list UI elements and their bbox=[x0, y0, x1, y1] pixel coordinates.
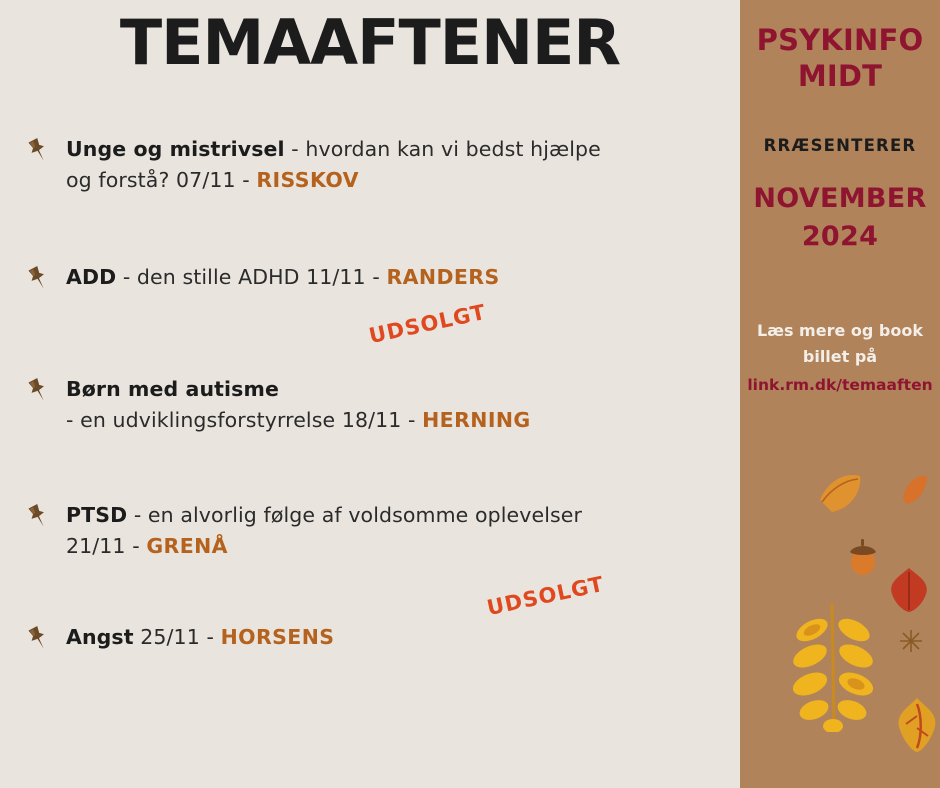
event-title: PTSD bbox=[66, 503, 128, 527]
brand-line-2: MIDT bbox=[797, 59, 883, 93]
event-location: HORSENS bbox=[220, 625, 335, 649]
brand-name bbox=[740, 22, 940, 94]
event-line bbox=[66, 531, 716, 562]
booking-line-1: Læs mere og book bbox=[757, 321, 923, 340]
booking-link[interactable]: link.rm.dk/temaaften bbox=[747, 376, 933, 394]
leaf-icon bbox=[886, 566, 932, 618]
leaf-icon bbox=[784, 600, 882, 736]
status-badge: UDSOLGT bbox=[484, 571, 607, 621]
event-location: RISSKOV bbox=[256, 168, 359, 192]
list-item[interactable] bbox=[0, 500, 740, 570]
event-desc: - hvordan kan vi bedst hjælpe bbox=[284, 137, 601, 161]
event-list bbox=[0, 134, 740, 662]
event-title: ADD bbox=[66, 265, 117, 289]
event-line bbox=[66, 374, 716, 405]
poster-sidebar bbox=[740, 0, 940, 788]
event-title: Børn med autisme bbox=[66, 377, 279, 401]
event-desc-cont: 21/11 - bbox=[66, 534, 147, 558]
event-line bbox=[66, 405, 716, 436]
event-desc: - den stille ADHD 11/11 - bbox=[116, 265, 387, 289]
pushpin-icon bbox=[24, 624, 52, 652]
leaf-icon bbox=[898, 628, 924, 658]
leaf-icon bbox=[892, 696, 940, 758]
leaf-icon bbox=[900, 472, 930, 510]
year-label: 2024 bbox=[801, 221, 879, 252]
event-desc-cont: og forstå? 07/11 - bbox=[66, 168, 257, 192]
event-location: HERNING bbox=[422, 408, 531, 432]
event-location: RANDERS bbox=[386, 265, 500, 289]
booking-note bbox=[740, 318, 940, 398]
date-block bbox=[740, 180, 940, 256]
acorn-icon bbox=[846, 538, 880, 580]
leaf-icon bbox=[816, 470, 868, 520]
booking-line-2: billet på bbox=[802, 347, 878, 366]
list-item[interactable] bbox=[0, 374, 740, 444]
pushpin-icon bbox=[24, 502, 52, 530]
event-title: Angst bbox=[66, 625, 134, 649]
pushpin-icon bbox=[24, 136, 52, 164]
event-line bbox=[66, 500, 716, 531]
event-line bbox=[66, 165, 716, 196]
event-desc: 25/11 - bbox=[133, 625, 221, 649]
presents-label: RRÆSENTERER bbox=[763, 136, 917, 155]
pushpin-icon bbox=[24, 376, 52, 404]
month-label: NOVEMBER bbox=[753, 183, 927, 214]
page-title: TEMAAFTENER bbox=[119, 6, 621, 79]
event-title: Unge og mistrivsel bbox=[66, 137, 285, 161]
event-line bbox=[66, 134, 716, 165]
list-item[interactable] bbox=[0, 622, 740, 662]
brand-line-1: PSYKINFO bbox=[756, 23, 924, 57]
event-desc: - en udviklingsforstyrrelse 18/11 - bbox=[66, 408, 423, 432]
event-location: GRENÅ bbox=[146, 534, 228, 558]
status-badge: UDSOLGT bbox=[366, 299, 489, 349]
event-desc: - en alvorlig følge af voldsomme oplevelser bbox=[127, 503, 583, 527]
pushpin-icon bbox=[24, 264, 52, 292]
event-line bbox=[66, 262, 716, 293]
event-line bbox=[66, 622, 716, 653]
